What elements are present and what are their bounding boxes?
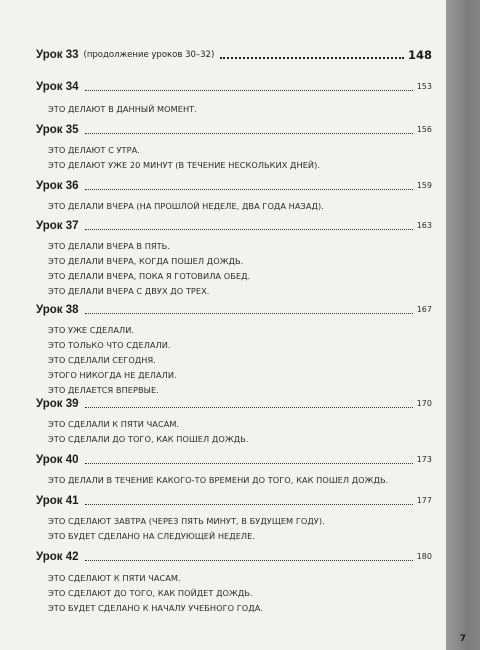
toc-entry-lesson-36 [36, 177, 432, 211]
lesson-topic: ЭТО ДЕЛАЕТСЯ ВПЕРВЫЕ. [48, 385, 159, 395]
lesson-topics [48, 571, 263, 616]
lesson-topic: ЭТО БУДЕТ СДЕЛАНО К НАЧАЛУ УЧЕБНОГО ГОДА. [48, 603, 264, 613]
page-reference: 163 [416, 221, 432, 230]
lesson-topics [48, 102, 197, 117]
toc-entry-lesson-39 [36, 395, 432, 444]
lesson-title: Урок 41 [36, 495, 79, 507]
lesson-topic: ЭТО СДЕЛАЛИ ДО ТОГО, КАК ПОШЕЛ ДОЖДЬ. [48, 434, 249, 444]
lesson-topic: ЭТО ДЕЛАЮТ С УТРА. [48, 145, 140, 155]
toc-entry-lesson-35 [36, 121, 432, 170]
toc-entry-lesson-38 [36, 301, 432, 395]
toc-entry-header [36, 451, 432, 467]
lesson-topic: ЭТО УЖЕ СДЕЛАЛИ. [48, 325, 135, 335]
lesson-topics [48, 323, 177, 398]
lesson-topic: ЭТО ДЕЛАЛИ ВЧЕРА В ПЯТЬ. [48, 241, 171, 251]
toc-entry-lesson-42 [36, 548, 432, 613]
page-reference: 180 [416, 552, 432, 561]
lesson-topic: ЭТО СДЕЛАЛИ СЕГОДНЯ. [48, 355, 156, 365]
adjacent-page-edge [446, 0, 480, 650]
lesson-title: Урок 37 [36, 220, 79, 232]
toc-entry-header [36, 548, 432, 564]
toc-entry-header [36, 301, 432, 317]
page-reference: 167 [416, 305, 432, 314]
lesson-topics [48, 199, 324, 214]
toc-entry-header [36, 121, 432, 137]
dot-leader [85, 407, 413, 408]
lesson-topic: ЭТО БУДЕТ СДЕЛАНО НА СЛЕДУЮЩЕЙ НЕДЕЛЕ. [48, 531, 256, 541]
lesson-topics [48, 143, 320, 173]
toc-entry-header [36, 217, 432, 233]
lesson-topic: ЭТО СДЕЛАЮТ ЗАВТРА (ЧЕРЕЗ ПЯТЬ МИНУТ, В БУДУЩЕМ ГОДУ). [48, 516, 325, 526]
lesson-topic: ЭТО ДЕЛАЛИ В ТЕЧЕНИЕ КАКОГО-ТО ВРЕМЕНИ ДО ТОГО, КАК ПОШЕЛ ДОЖДЬ. [48, 475, 389, 485]
lesson-topics [48, 239, 250, 299]
toc-entry-lesson-34 [36, 78, 432, 114]
lesson-topic: ЭТО ДЕЛАЮТ УЖЕ 20 МИНУТ (В ТЕЧЕНИЕ НЕСКОЛЬКИХ ДНЕЙ). [48, 160, 320, 170]
toc-entry-header [36, 492, 432, 508]
lesson-title: Урок 34 [36, 81, 79, 93]
lesson-topic: ЭТО СДЕЛАЮТ К ПЯТИ ЧАСАМ. [48, 573, 181, 583]
page-reference: 177 [416, 496, 432, 505]
lesson-topic: ЭТО ДЕЛАЛИ ВЧЕРА, КОГДА ПОШЕЛ ДОЖДЬ. [48, 256, 244, 266]
dot-leader [85, 560, 413, 561]
lesson-title: Урок 35 [36, 124, 79, 136]
toc-entry-lesson-41 [36, 492, 432, 541]
dot-leader [85, 229, 413, 230]
lesson-title: Урок 38 [36, 304, 79, 316]
page-reference: 159 [416, 181, 432, 190]
lesson-title: Урок 33 [36, 49, 79, 61]
dot-leader [85, 463, 413, 464]
lesson-topics [48, 473, 388, 488]
lesson-topic: ЭТО СДЕЛАЛИ К ПЯТИ ЧАСАМ. [48, 419, 180, 429]
lesson-topic: ЭТО ДЕЛАЛИ ВЧЕРА, ПОКА Я ГОТОВИЛА ОБЕД. [48, 271, 251, 281]
toc-entry-lesson-40 [36, 451, 432, 485]
lesson-topic: ЭТО ДЕЛАЛИ ВЧЕРА С ДВУХ ДО ТРЕХ. [48, 286, 210, 296]
dot-leader [85, 313, 413, 314]
lesson-topic: ЭТО ДЕЛАЛИ ВЧЕРА (НА ПРОШЛОЙ НЕДЕЛЕ, ДВА ГОДА НАЗАД). [48, 201, 324, 211]
page-reference: 148 [407, 48, 432, 62]
dot-leader [85, 189, 413, 190]
lesson-title: Урок 36 [36, 180, 79, 192]
toc-entry-lesson-33 [36, 46, 432, 62]
lesson-title: Урок 40 [36, 454, 79, 466]
lesson-title: Урок 42 [36, 551, 79, 563]
lesson-title: Урок 39 [36, 398, 79, 410]
page-reference: 173 [416, 455, 432, 464]
dot-leader [85, 90, 413, 91]
dot-leader [220, 57, 404, 59]
page-reference: 170 [416, 399, 432, 408]
toc-entry-lesson-37 [36, 217, 432, 296]
toc-entry-header [36, 177, 432, 193]
lesson-topic: ЭТОГО НИКОГДА НЕ ДЕЛАЛИ. [48, 370, 177, 380]
lesson-topic: ЭТО ДЕЛАЮТ В ДАННЫЙ МОМЕНТ. [48, 104, 197, 114]
lesson-topics [48, 417, 248, 447]
toc-entry-header [36, 395, 432, 411]
page-reference: 156 [416, 125, 432, 134]
dot-leader [85, 504, 413, 505]
page-number: 7 [459, 634, 466, 644]
lesson-topic: ЭТО ТОЛЬКО ЧТО СДЕЛАЛИ. [48, 340, 171, 350]
page-reference: 153 [416, 82, 432, 91]
lesson-note: (продолжение уроков 30–32) [83, 50, 215, 60]
lesson-topics [48, 514, 325, 544]
lesson-topic: ЭТО СДЕЛАЮТ ДО ТОГО, КАК ПОЙДЕТ ДОЖДЬ. [48, 588, 253, 598]
dot-leader [85, 133, 413, 134]
toc-entry-header [36, 78, 432, 94]
toc-entry-header [36, 46, 432, 62]
